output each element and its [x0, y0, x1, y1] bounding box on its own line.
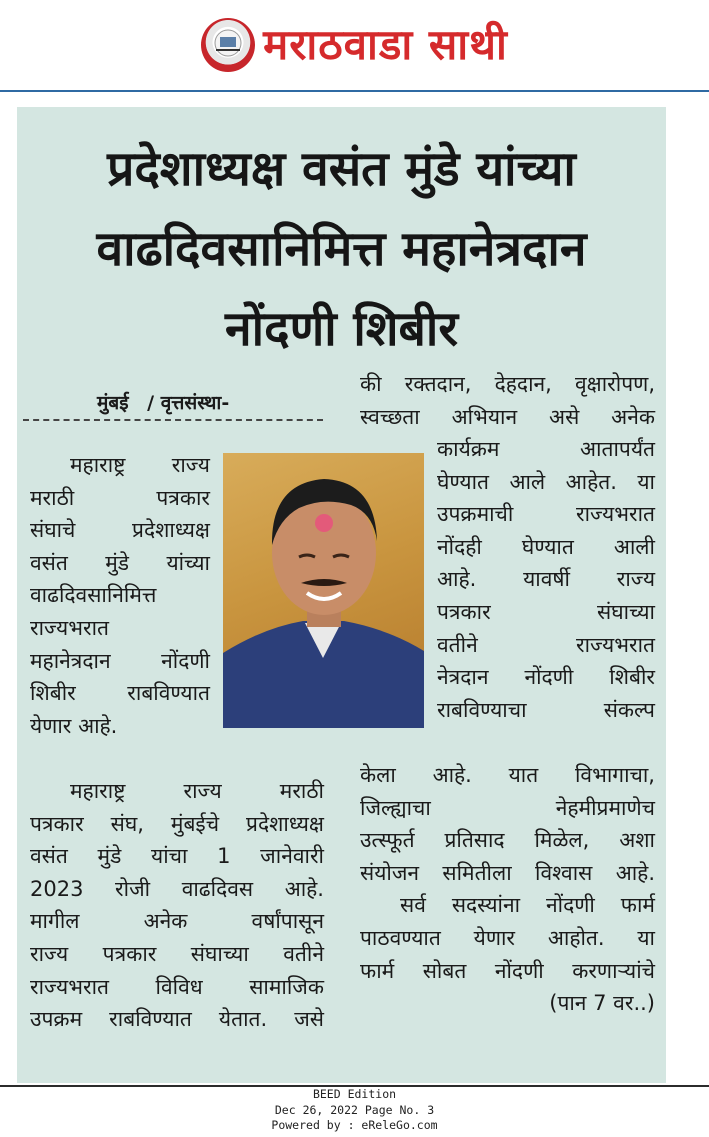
text-line: आहे. यावर्षी राज्य [437, 567, 655, 592]
text-line: पाठवण्यात येणार आहोत. या [360, 925, 655, 950]
continued-note: (पान 7 वर..) [549, 991, 655, 1016]
text-line: वसंत मुंडे यांचा 1 जानेवारी [30, 844, 324, 869]
masthead-title: मराठवाडा साथी [263, 20, 508, 69]
text-line: नेत्रदान नोंदणी शिबीर [437, 665, 655, 690]
left-column-top [30, 449, 210, 742]
headline-line: वाढदिवसानिमित्त महानेत्रदान [96, 221, 587, 277]
article-headline [17, 129, 666, 369]
text-line: राज्यभरात [30, 615, 109, 640]
text-line: पत्रकार संघ, मुंबईचे प्रदेशाध्यक्ष [30, 811, 324, 836]
text-line: शिबीर राबविण्यात [30, 681, 210, 706]
article-panel [17, 107, 666, 1083]
text-line: महाराष्ट्र राज्य [70, 453, 210, 477]
text-line: मराठी पत्रकार [30, 485, 210, 510]
text-line: स्वच्छता अभियान असे अनेक [360, 404, 655, 429]
text-line: वसंत मुंडे यांच्या [30, 550, 210, 575]
newspaper-logo-icon [201, 18, 255, 72]
text-line: महाराष्ट्र राज्य मराठी [70, 779, 324, 803]
text-line: उपक्रमाची राज्यभरात [437, 502, 655, 527]
text-line: वतीने राज्यभरात [437, 632, 655, 657]
headline-line: प्रदेशाध्यक्ष वसंत मुंडे यांच्या [107, 141, 576, 197]
dateline-city: मुंबई [97, 392, 129, 414]
text-line: राज्यभरात विविध सामाजिक [30, 974, 324, 999]
left-column-bottom [30, 775, 324, 1036]
powered-by: Powered by : eReleGo.com [271, 1118, 438, 1132]
headline-line: नोंदणी शिबीर [225, 301, 458, 357]
text-line: केला आहे. यात विभागाचा, [360, 763, 655, 787]
text-line: येणार आहे. [30, 713, 118, 738]
edition-date-page: Dec 26, 2022 Page No. 3 [274, 1102, 435, 1117]
text-line: उपक्रम राबविण्यात येतात. जसे [30, 1007, 324, 1032]
text-line: मागील अनेक वर्षांपासून [30, 909, 324, 934]
text-line: सर्व सदस्यांना नोंदणी फार्म [400, 893, 655, 918]
text-line: उत्स्फूर्त प्रतिसाद मिळेल, अशा [360, 828, 655, 853]
text-line: राबविण्याचा संकल्प [437, 697, 655, 722]
text-line: घेण्यात आले आहेत. या [437, 469, 655, 494]
portrait-photo [223, 453, 424, 728]
text-line: वाढदिवसानिमित्त [30, 583, 157, 608]
dateline-divider [23, 419, 323, 421]
text-line: फार्म सोबत नोंदणी करणाऱ्यांचे [360, 958, 655, 983]
text-line: कार्यक्रम आतापर्यंत [437, 437, 655, 461]
text-line: संघाचे प्रदेशाध्यक्ष [30, 518, 210, 543]
text-line: राज्य पत्रकार संघाच्या वतीने [30, 941, 324, 966]
right-column-bottom [360, 759, 655, 1020]
masthead-divider [0, 90, 709, 92]
edition-footer [0, 1087, 709, 1134]
text-line: की रक्तदान, देहदान, वृक्षारोपण, [360, 372, 655, 396]
text-line: जिल्ह्याचा नेहमीप्रमाणेच [360, 795, 655, 820]
dateline [97, 389, 235, 415]
edition-name: BEED Edition [312, 1087, 397, 1101]
dateline-source: / वृत्तसंस्था- [147, 392, 230, 414]
text-line: संयोजन समितीला विश्वास आहे. [360, 860, 655, 885]
masthead [0, 0, 709, 90]
right-column-mid [437, 433, 655, 726]
text-line: 2023 रोजी वाढदिवस आहे. [30, 876, 324, 901]
text-line: पत्रकार संघाच्या [437, 599, 655, 624]
right-column-top [360, 368, 655, 433]
text-line: नोंदही घेण्यात आली [437, 534, 655, 559]
text-line: महानेत्रदान नोंदणी [30, 648, 210, 673]
